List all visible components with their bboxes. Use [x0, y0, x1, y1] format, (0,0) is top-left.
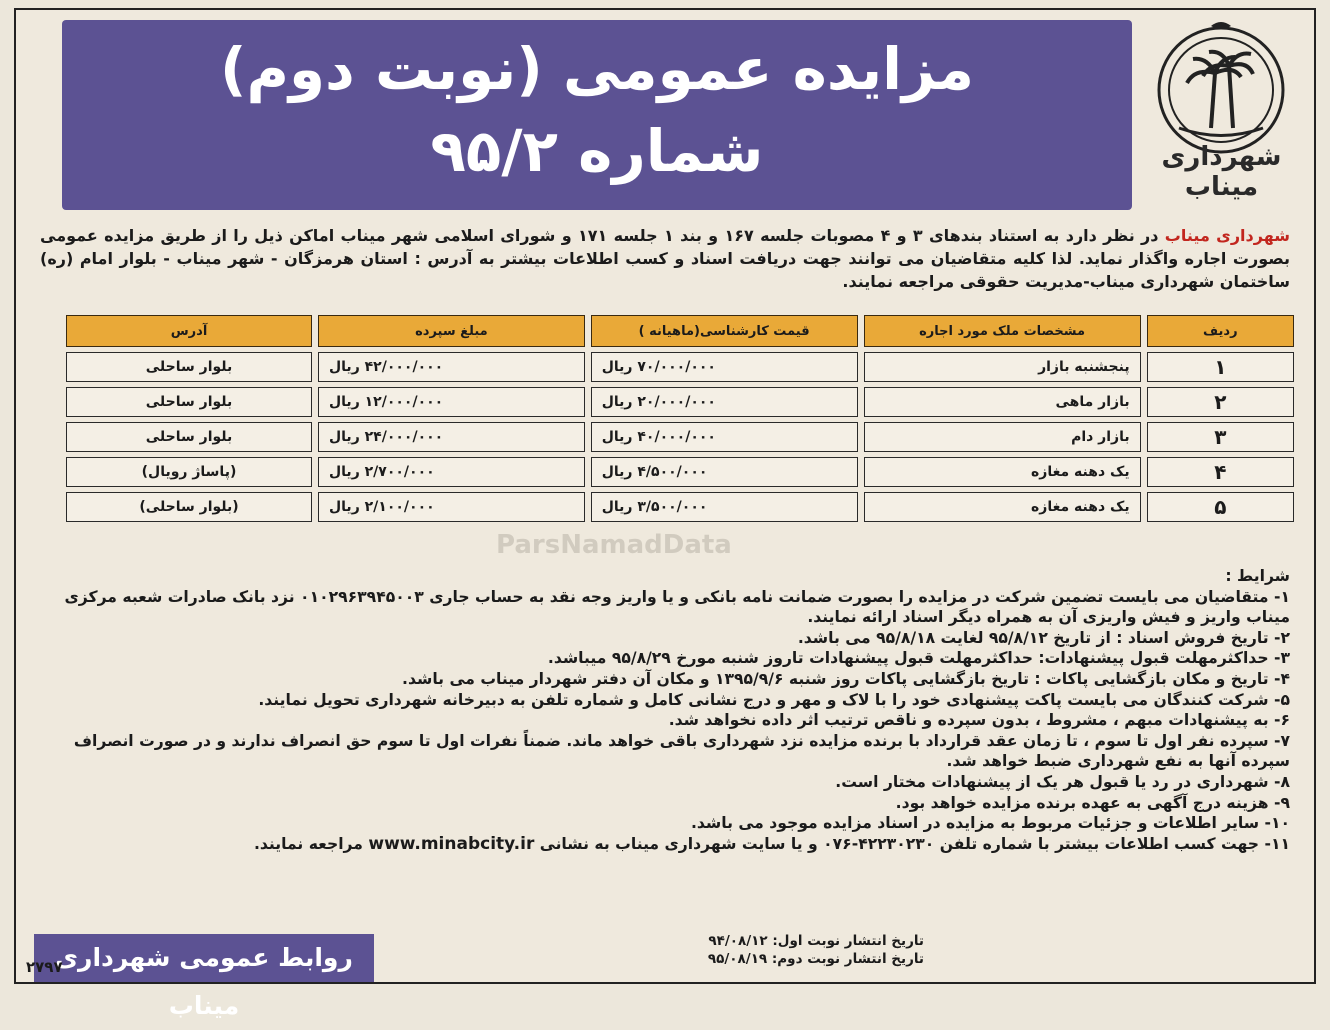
publication-date-first: تاریخ انتشار نوبت اول: ۹۴/۰۸/۱۲	[708, 933, 924, 949]
ad-code: ۲۷۹۷	[26, 958, 63, 976]
cell-property: بازار ماهی	[864, 387, 1141, 417]
intro-text: در نظر دارد به استناد بندهای ۳ و ۴ مصوبات جلسه ۱۶۷ و بند ۱ جلسه ۱۷۱ و شورای اسلامی شهر میناب اماکن ذیل را از طریق مزایده عمومی بصورت اجاره واگذار نماید. لذا کلیه متقاضیان می توانند جهت دریافت اسناد و کسب اطلاعات بیشتر به آدرس : استان هرمزگان - شهر میناب - بلوار امام (ره) ساختمان شهرداری میناب-مدیریت حقوقی مراجعه نمایند.	[40, 226, 1290, 291]
cell-deposit: ۲۴/۰۰۰/۰۰۰ ریال	[318, 422, 585, 452]
public-relations-banner: روابط عمومی شهرداری میناب	[34, 934, 374, 982]
logo-text: شهرداری میناب	[1161, 142, 1282, 202]
cell-deposit: ۲/۱۰۰/۰۰۰ ریال	[318, 492, 585, 522]
website-link[interactable]: www.minabcity.ir	[368, 833, 535, 854]
col-header-price: قیمت کارشناسی(ماهیانه )	[591, 315, 858, 347]
publication-dates	[384, 932, 924, 968]
cell-row-number: ۴	[1147, 457, 1294, 487]
cell-address: (پاساژ رویال)	[66, 457, 312, 487]
cell-property: بازار دام	[864, 422, 1141, 452]
table-row	[66, 387, 1294, 417]
col-header-row-number: ردیف	[1147, 315, 1294, 347]
condition-item: ۱- متقاضیان می بایست تضمین شرکت در مزایده را بصورت ضمانت نامه بانکی و یا واریز وجه نقد به حساب جاری ۰۱۰۲۹۶۳۹۴۵۰۰۳ نزد بانک صادرات شعبه مرکزی میناب واریز و فیش واریزی آن به همراه دیگر اسناد ارائه نمایند.	[64, 587, 1290, 627]
table-row	[66, 457, 1294, 487]
cell-address: (بلوار ساحلی)	[66, 492, 312, 522]
condition-item: ۴- تاریخ و مکان بازگشایی پاکات : تاریخ بازگشایی پاکات روز شنبه ۱۳۹۵/۹/۶ و مکان آن دفتر شهردار میناب می باشد.	[402, 669, 1290, 688]
table-header-row	[66, 315, 1294, 347]
col-header-property: مشخصات ملک مورد اجاره	[864, 315, 1141, 347]
auction-table	[60, 310, 1300, 527]
cell-row-number: ۱	[1147, 352, 1294, 382]
municipality-logo	[1139, 18, 1304, 208]
cell-price: ۲۰/۰۰۰/۰۰۰ ریال	[591, 387, 858, 417]
cell-address: بلوار ساحلی	[66, 422, 312, 452]
condition-item-contact	[40, 834, 1290, 855]
cell-deposit: ۴۲/۰۰۰/۰۰۰ ریال	[318, 352, 585, 382]
cell-deposit: ۲/۷۰۰/۰۰۰ ریال	[318, 457, 585, 487]
cell-deposit: ۱۲/۰۰۰/۰۰۰ ریال	[318, 387, 585, 417]
condition-item: ۹- هزینه درج آگهی به عهده برنده مزایده خواهد بود.	[895, 793, 1290, 812]
cell-row-number: ۵	[1147, 492, 1294, 522]
publication-date-second: تاریخ انتشار نوبت دوم: ۹۵/۰۸/۱۹	[707, 951, 924, 967]
table-row	[66, 422, 1294, 452]
contact-text-end: مراجعه نمایند.	[253, 834, 363, 853]
condition-item: ۲- تاریخ فروش اسناد : از تاریخ ۹۵/۸/۱۲ لغایت ۹۵/۸/۱۸ می باشد.	[797, 628, 1290, 647]
condition-item: ۵- شرکت کنندگان می بایست پاکت پیشنهادی خود را با لاک و مهر و درج نشانی کامل و شماره تلفن به دبیرخانه شهرداری تحویل نمایند.	[258, 690, 1290, 709]
header	[16, 10, 1314, 220]
page-subtitle: شماره ۹۵/۲	[430, 117, 764, 185]
ad-page	[14, 8, 1316, 1020]
cell-price: ۳/۵۰۰/۰۰۰ ریال	[591, 492, 858, 522]
col-header-address: آدرس	[66, 315, 312, 347]
intro-paragraph	[40, 224, 1290, 293]
organization-name: شهرداری میناب	[1164, 226, 1290, 245]
col-header-deposit: مبلغ سپرده	[318, 315, 585, 347]
cell-property: یک دهنه مغازه	[864, 492, 1141, 522]
cell-row-number: ۳	[1147, 422, 1294, 452]
cell-address: بلوار ساحلی	[66, 352, 312, 382]
table-row	[66, 492, 1294, 522]
conditions-section	[40, 566, 1290, 854]
contact-text: ۱۱- جهت کسب اطلاعات بیشتر با شماره تلفن ۴۲۲۳۰۲۳۰-۰۷۶ و یا سایت شهرداری میناب به نشانی	[539, 834, 1290, 853]
condition-item: ۸- شهرداری در رد یا قبول هر یک از پیشنهادات مختار است.	[835, 772, 1290, 791]
condition-item: ۳- حداکثرمهلت قبول پیشنهادات: حداکثرمهلت قبول پیشنهادات تاروز شنبه مورخ ۹۵/۸/۲۹ میباشد.	[547, 649, 1290, 668]
condition-item: ۶- به پیشنهادات مبهم ، مشروط ، بدون سپرده و ناقص ترتیب اثر داده نخواهد شد.	[668, 711, 1290, 730]
cell-row-number: ۲	[1147, 387, 1294, 417]
table-row	[66, 352, 1294, 382]
conditions-heading: شرایط :	[1225, 567, 1290, 585]
condition-item: ۱۰- سایر اطلاعات و جزئیات مربوط به مزایده در اسناد مزایده موجود می باشد.	[690, 814, 1290, 833]
cell-address: بلوار ساحلی	[66, 387, 312, 417]
cell-price: ۴/۵۰۰/۰۰۰ ریال	[591, 457, 858, 487]
page-title: مزایده عمومی (نوبت دوم)	[219, 35, 975, 103]
condition-item: ۷- سپرده نفر اول تا سوم ، تا زمان عقد قرارداد با برنده مزایده نزد شهرداری باقی خواهد ماند. ضمناً نفرات اول تا سوم حق انصراف ندارند و در صورت انصراف سپرده آنها به نفع شهرداری ضبط خواهد شد.	[73, 731, 1290, 771]
footer	[16, 922, 1314, 1020]
title-banner	[62, 20, 1132, 210]
cell-property: یک دهنه مغازه	[864, 457, 1141, 487]
cell-property: پنجشنبه بازار	[864, 352, 1141, 382]
cell-price: ۷۰/۰۰۰/۰۰۰ ریال	[591, 352, 858, 382]
cell-price: ۴۰/۰۰۰/۰۰۰ ریال	[591, 422, 858, 452]
watermark: ParsNamadData	[496, 530, 732, 560]
